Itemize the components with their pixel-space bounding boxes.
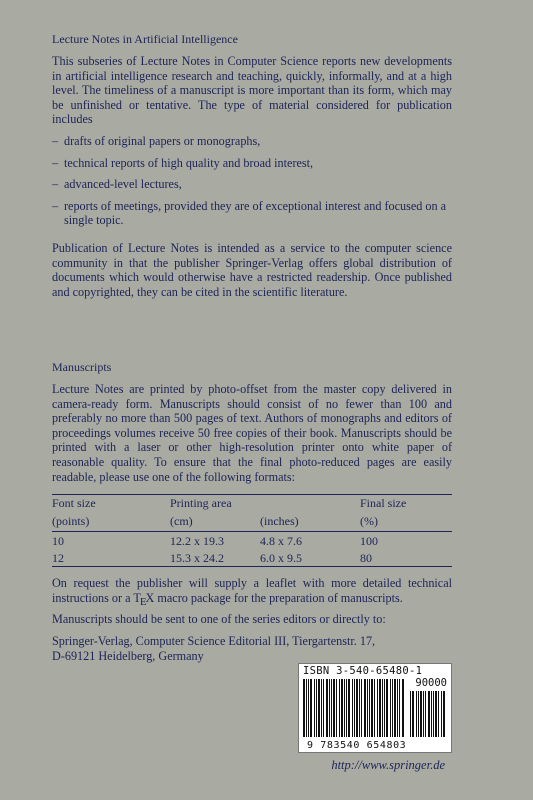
ean-digits: 9 783540 654803	[307, 740, 407, 751]
table-header-row: Font size Printing area Final size	[52, 495, 452, 512]
publisher-address	[52, 634, 452, 663]
intro-paragraph: This subseries of Lecture Notes in Computer Science reports new developments in artificial intelligence research and teaching, quickly, informally, and at a high level. The timeliness of a manuscript is more important than its form, which may be unfinished or tentative. The type of material considered for publication includes	[52, 54, 452, 127]
service-paragraph: Publication of Lecture Notes is intended as a service to the computer science community in that the publisher Springer-Verlag offers global distribution of documents which would otherwise have a restricted readership. Once published and copyrighted, they can be cited in the scientific literature.	[52, 241, 452, 299]
isbn-barcode	[298, 663, 452, 753]
publisher-url: http://www.springer.de	[331, 758, 445, 772]
formats-table	[52, 494, 452, 567]
address-line: Springer-Verlag, Computer Science Editorial III, Tiergartenstr. 17,	[52, 634, 376, 648]
send-paragraph: Manuscripts should be sent to one of the series editors or directly to:	[52, 612, 386, 626]
manuscripts-paragraph: Lecture Notes are printed by photo-offset from the master copy delivered in camera-ready form. Manuscripts should consist of no fewer than 100 and preferably no more than 500 pages of text. Authors of monographs and editors of proceedings volumes receive 50 free copies of their book. Manuscripts should be printed with a laser or other high-resolution printer onto white paper of reasonable quality. To ensure that the final photo-reduced pages are easily readable, please use one of the following formats:	[52, 382, 452, 484]
tex-logo: TEX	[133, 590, 155, 608]
manuscripts-heading: Manuscripts	[52, 360, 112, 374]
list-dash: –	[52, 177, 59, 192]
list-dash: –	[52, 155, 59, 170]
table-row: 12 15.3 x 24.2 6.0 x 9.5 80	[52, 550, 452, 567]
table-row: 10 12.2 x 19.3 4.8 x 7.6 100	[52, 533, 378, 548]
list-item: – reports of meetings, provided they are of exceptional interest and focused on a single topic.	[52, 198, 447, 228]
material-types-list	[52, 134, 452, 235]
table-header-row: (points) (cm) (inches) (%)	[52, 511, 452, 532]
barcode-addon-digits: 90000	[415, 677, 447, 689]
list-dash: –	[52, 134, 59, 148]
list-item: – advanced-level lectures,	[52, 177, 182, 192]
isbn-text: ISBN 3-540-65480-1	[303, 665, 423, 677]
leaflet-paragraph: On request the publisher will supply a leaflet with more detailed technical instructions or a TEX macro package for the preparation of manuscripts.	[52, 576, 452, 608]
ean-barcode-bars	[302, 679, 406, 737]
list-dash: –	[52, 198, 59, 213]
address-line: D-69121 Heidelberg, Germany	[52, 648, 204, 663]
addon-barcode-bars	[409, 691, 447, 737]
series-heading: Lecture Notes in Artificial Intelligence	[52, 32, 238, 46]
list-item: – technical reports of high quality and broad interest,	[52, 155, 314, 170]
list-item: – drafts of original papers or monographs,	[52, 134, 261, 148]
